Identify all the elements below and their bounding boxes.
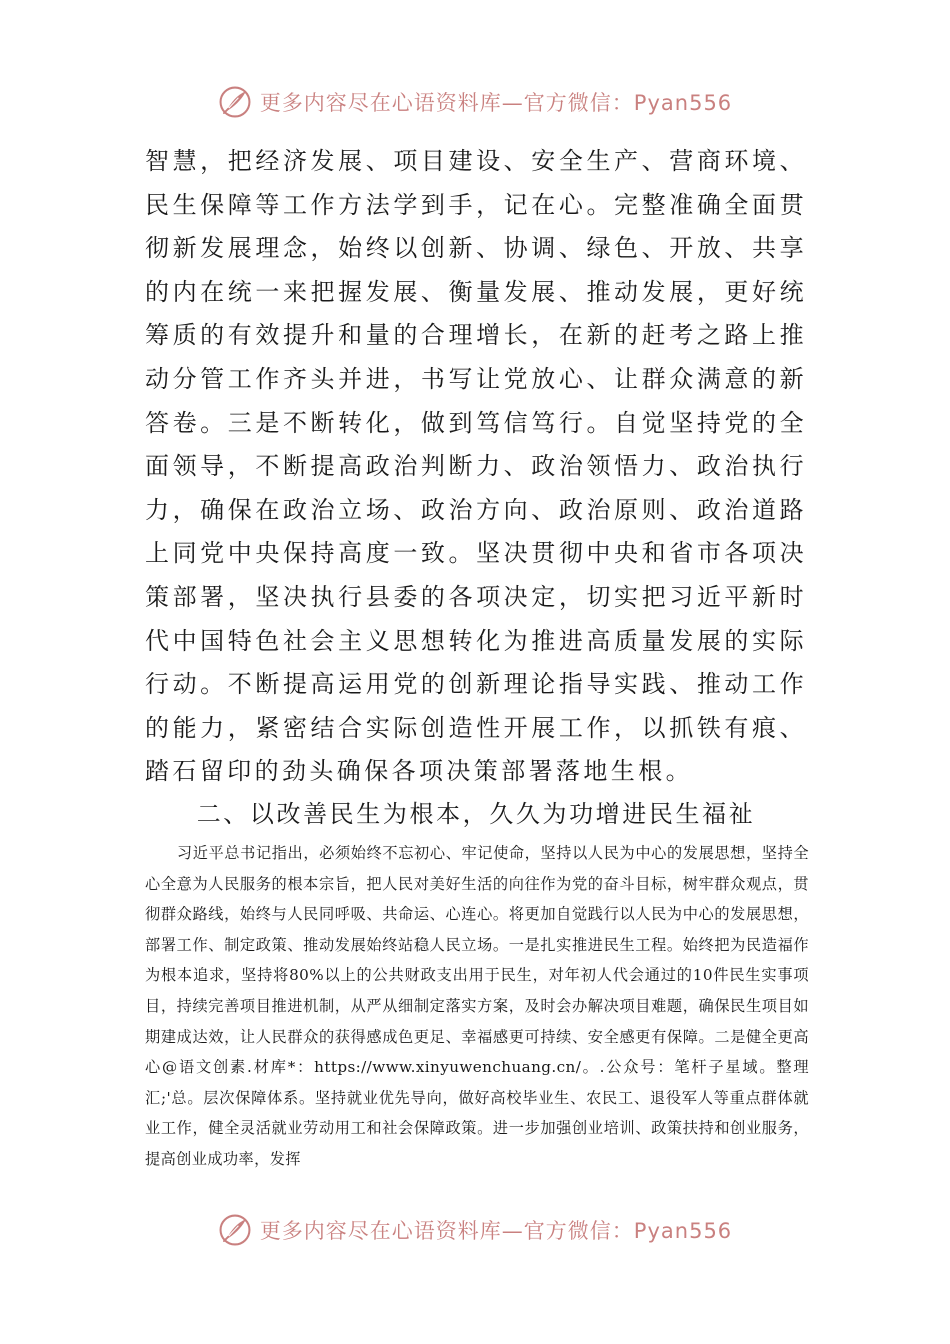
quill-logo-icon — [218, 85, 252, 119]
quill-logo-icon — [218, 1213, 252, 1247]
header-banner — [0, 80, 950, 124]
footer-banner — [0, 1208, 950, 1252]
body-paragraph-large: 智慧，把经济发展、项目建设、安全生产、营商环境、民生保障等工作方法学到手，记在心。完整准确全面贯彻新发展理念，始终以创新、协调、绿色、开放、共享的内在统一来把握发展、衡量发展、推动发展，更好统筹质的有效提升和量的合理增长，在新的赶考之路上推动分管工作齐头并进，书写让党放心、让群众满意的新答卷。三是不断转化，做到笃信笃行。自觉坚持党的全面领导，不断提高政治判断力、政治领悟力、政治执行力，确保在政治立场、政治方向、政治原则、政治道路上同党中央保持高度一致。坚决贯彻中央和省市各项决策部署，坚决执行县委的各项决定，切实把习近平新时代中国特色社会主义思想转化为推进高质量发展的实际行动。不断提高运用党的创新理论指导实践、推动工作的能力，紧密结合实际创造性开展工作，以抓铁有痕、踏石留印的劲头确保各项决策部署落地生根。 — [145, 147, 807, 786]
banner-text: 更多内容尽在心语资料库—官方微信：Pyan556 — [259, 91, 733, 115]
section-heading: 二、以改善民生为根本，久久为功增进民生福祉 — [196, 800, 756, 828]
body-paragraph-small: 习近平总书记指出，必须始终不忘初心、牢记使命，坚持以人民为中心的发展思想，坚持全心全意为人民服务的根本宗旨，把人民对美好生活的向往作为党的奋斗目标，树牢群众观点，贯彻群众路线，始终与人民同呼吸、共命运、心连心。将更加自觉践行以人民为中心的发展思想，部署工作、制定政策、推动发展始终站稳人民立场。一是扎实推进民生工程。始终把为民造福作为根本追求，坚持将80%以上的公共财政支出用于民生，对年初人代会通过的10件民生实事项目，持续完善项目推进机制，从严从细制定落实方案，及时会办解决项目难题，确保民生项目如期建成达效，让人民群众的获得感成色更足、幸福感更可持续、安全感更有保障。二是健全更高心@语文创素.材库*：https://www.xinyuwenchuang.cn/。.公众号：笔杆子星域。整理汇;'总。层次保障体系。坚持就业优先导向，做好高校毕业生、农民工、退役军人等重点群体就业工作，健全灵活就业劳动用工和社会保障政策。进一步加强创业培训、政策扶持和创业服务，提高创业成功率，发挥 — [145, 844, 809, 1168]
banner-text: 更多内容尽在心语资料库—官方微信：Pyan556 — [259, 1219, 733, 1243]
